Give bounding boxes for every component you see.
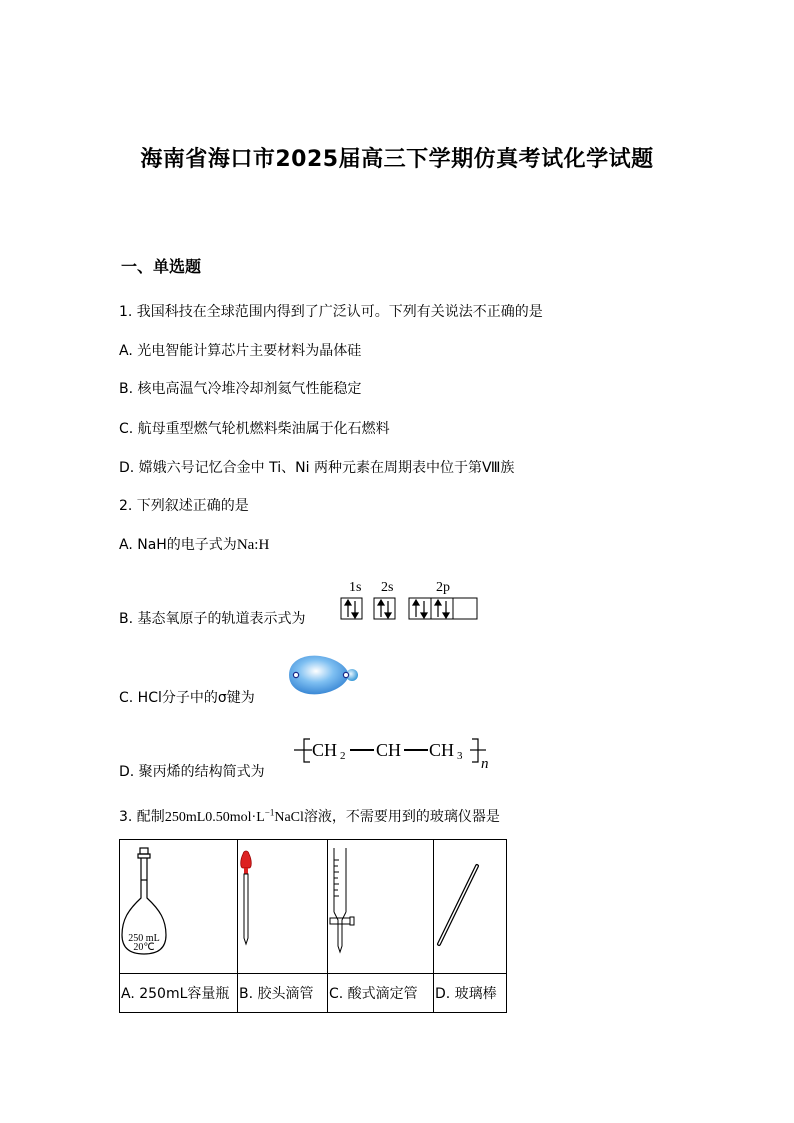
volumetric-flask-icon xyxy=(120,840,237,969)
question-2-option-a[interactable] xyxy=(119,534,269,554)
question-1-option-b[interactable]: B. 核电高温气冷堆冷却剂氦气性能稳定 xyxy=(119,381,362,397)
option-c-text: C. HCl分子中的σ键为 xyxy=(119,690,255,706)
question-2-option-c[interactable] xyxy=(119,687,255,707)
question-1-stem: 1. 我国科技在全球范围内得到了广泛认可。下列有关说法不正确的是 xyxy=(119,304,543,320)
section-heading: 一、单选题 xyxy=(121,257,202,276)
question-3-suffix: 溶液，不需要用到的玻璃仪器是 xyxy=(303,809,500,825)
oxygen-orbital-diagram xyxy=(338,577,483,623)
question-1-option-c[interactable]: C. 航母重型燃气轮机燃料柴油属于化石燃料 xyxy=(119,421,390,437)
dropper-icon xyxy=(238,840,327,969)
option-a-text: A. NaH的电子式为 xyxy=(119,537,237,553)
polymer-subscript-1: 2 xyxy=(340,750,346,762)
glass-rod-cell xyxy=(434,840,507,974)
question-1-option-a[interactable]: A. 光电智能计算芯片主要材料为晶体硅 xyxy=(119,343,362,359)
nah-electron-formula: Na:H xyxy=(236,537,270,553)
question-3-solute: NaCl xyxy=(274,810,304,825)
instrument-table xyxy=(119,839,507,1013)
volumetric-flask-cell xyxy=(120,840,238,974)
polymer-structure-formula xyxy=(290,735,495,773)
polymer-subscript-3: 3 xyxy=(457,750,463,762)
option-d-text: D. 聚丙烯的结构简式为 xyxy=(119,764,265,780)
burette-cell xyxy=(328,840,434,974)
orbital-label-2s: 2s xyxy=(381,580,394,595)
orbital-label-1s: 1s xyxy=(349,580,362,595)
polymer-group-3: CH xyxy=(429,740,455,760)
instrument-option-b[interactable]: B. 胶头滴管 xyxy=(238,974,328,1013)
instrument-option-d[interactable]: D. 玻璃棒 xyxy=(434,974,507,1013)
instrument-option-c[interactable]: C. 酸式滴定管 xyxy=(328,974,434,1013)
sigma-bond-icon xyxy=(285,652,360,698)
acid-burette-icon xyxy=(328,840,433,969)
dropper-cell xyxy=(238,840,328,974)
question-3-prefix: 3. 配制 xyxy=(119,809,165,825)
polymer-group-1: CH xyxy=(312,740,338,760)
question-3-exponent: −1 xyxy=(264,807,275,818)
question-1-option-d[interactable]: D. 嫦娥六号记忆合金中 Ti、Ni 两种元素在周期表中位于第Ⅷ族 xyxy=(119,460,515,476)
question-2-option-d[interactable] xyxy=(119,761,265,781)
question-3-concentration: 250mL0.50mol·L xyxy=(164,810,265,825)
polymer-n: n xyxy=(481,756,489,772)
polymer-group-2: CH xyxy=(376,740,402,760)
question-2-stem: 2. 下列叙述正确的是 xyxy=(119,498,249,514)
orbital-label-2p: 2p xyxy=(436,580,450,595)
flask-volume-label: 250 mL xyxy=(128,933,160,944)
option-b-text: B. 基态氧原子的轨道表示式为 xyxy=(119,611,306,627)
glass-rod-icon xyxy=(434,840,506,969)
flask-temp-label: 20℃ xyxy=(133,942,155,953)
question-3-stem xyxy=(119,806,500,826)
document-title: 海南省海口市2025届高三下学期仿真考试化学试题 xyxy=(140,147,654,172)
question-2-option-b[interactable] xyxy=(119,608,306,628)
instrument-option-a[interactable]: A. 250mL容量瓶 xyxy=(120,974,238,1013)
